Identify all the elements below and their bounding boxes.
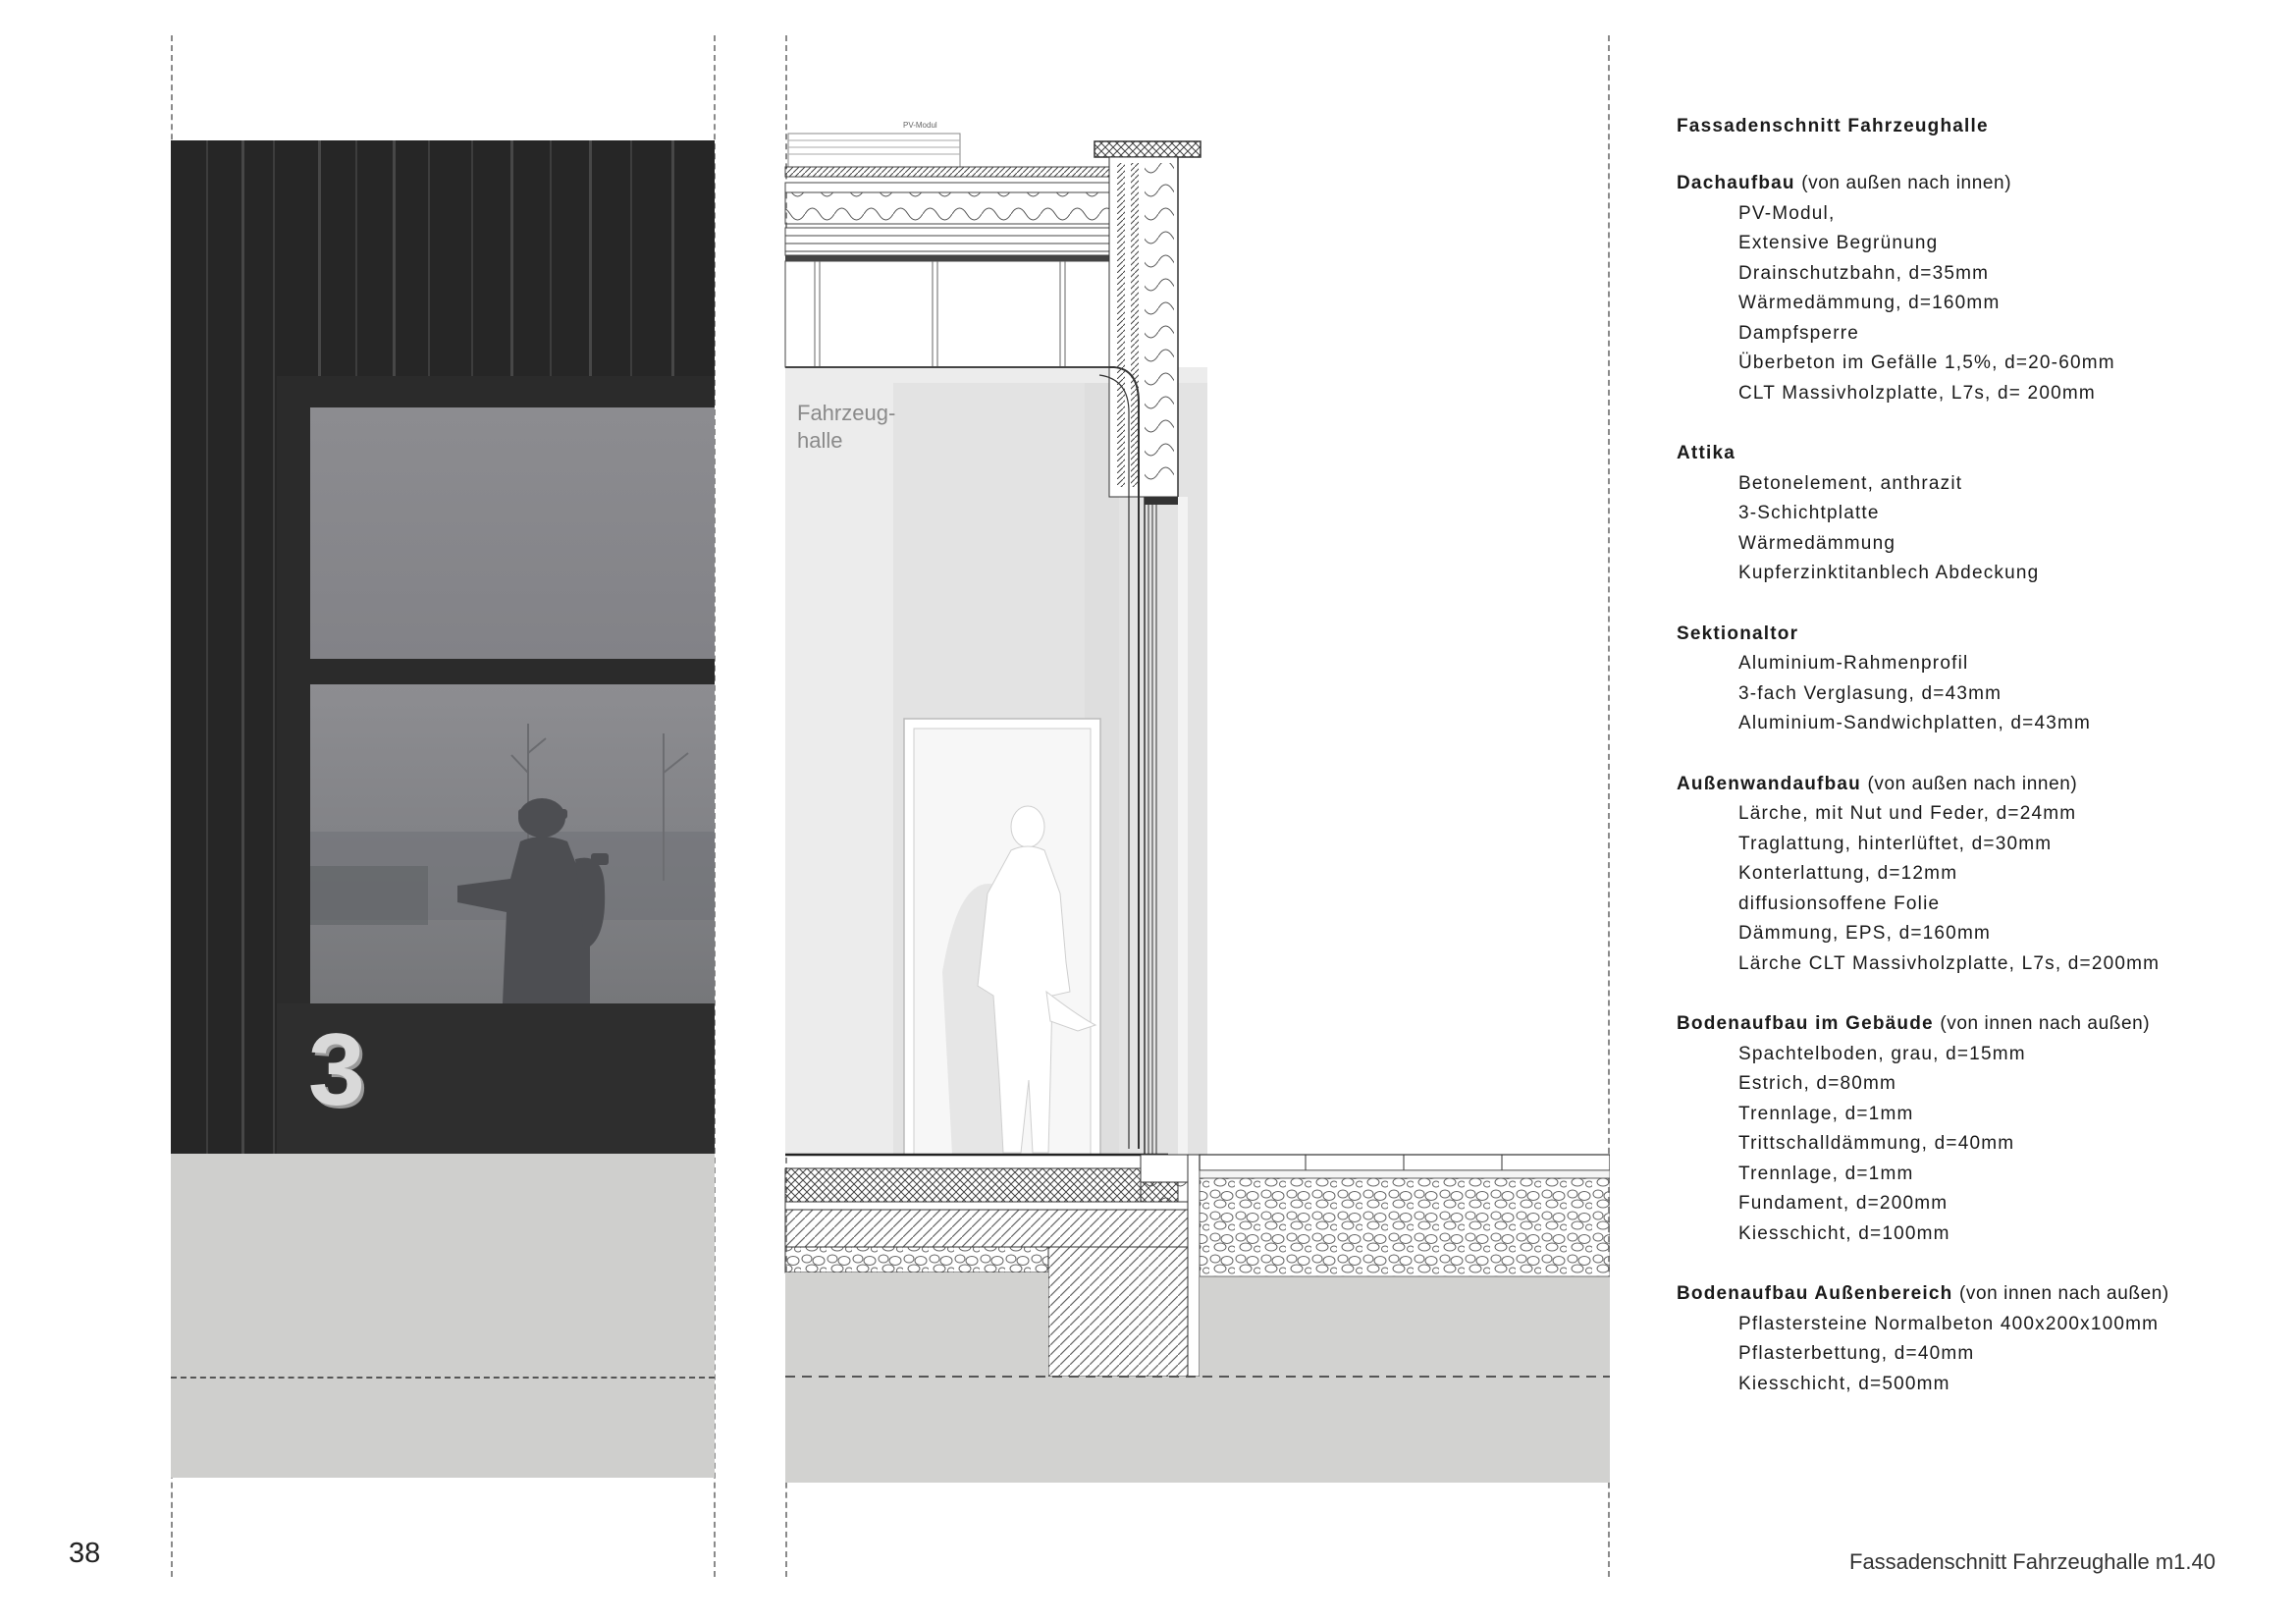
- legend-item: Wärmedämmung: [1738, 532, 1896, 554]
- legend-item: Lärche CLT Massivholzplatte, L7s, d=200mm: [1738, 952, 2161, 974]
- legend-item: Fundament, d=200mm: [1738, 1193, 1949, 1214]
- legend-heading: [1677, 439, 2285, 469]
- legend-item: Pflasterbettung, d=40mm: [1738, 1343, 1975, 1364]
- legend-heading: [1677, 169, 2285, 199]
- room-label-line1: Fahrzeug-: [797, 401, 896, 425]
- legend-item: Dämmung, EPS, d=160mm: [1738, 923, 1991, 944]
- facade-section-drawing: [775, 108, 1610, 1483]
- reflection-image: [310, 684, 715, 1003]
- room-label-line2: halle: [797, 428, 843, 453]
- legend-section: [1677, 169, 2285, 408]
- concrete-base: [171, 1154, 715, 1478]
- legend-item: Traglattung, hinterlüftet, d=30mm: [1738, 833, 2053, 854]
- legend-item: Konterlattung, d=12mm: [1738, 863, 1958, 884]
- gate-glass-lower: [310, 684, 715, 1003]
- legend-item: Pflastersteine Normalbeton 400x200x100mm: [1738, 1313, 2160, 1334]
- legend-item: Trittschalldämmung, d=40mm: [1738, 1133, 2015, 1154]
- legend-section: [1677, 770, 2285, 980]
- legend-heading-text: Außenwandaufbau: [1677, 773, 1861, 794]
- legend-heading: [1677, 620, 2285, 650]
- foundation-dash-left: [171, 1377, 715, 1379]
- legend-heading-qualifier: (von außen nach innen): [1867, 773, 2078, 794]
- legend-item: Dampfsperre: [1738, 322, 1860, 344]
- legend-section: [1677, 1009, 2285, 1249]
- legend-heading-text: Dachaufbau: [1677, 173, 1795, 193]
- legend-heading-text: Bodenaufbau Außenbereich: [1677, 1283, 1953, 1304]
- legend-item: Überbeton im Gefälle 1,5%, d=20-60mm: [1738, 352, 2115, 373]
- legend-heading: [1677, 1279, 2285, 1310]
- legend-heading-text: Attika: [1677, 443, 1735, 463]
- legend-section: [1677, 1279, 2285, 1399]
- gate-glass-upper: [310, 407, 715, 659]
- footer-caption: Fassadenschnitt Fahrzeughalle m1.40: [1849, 1549, 2216, 1574]
- legend-item: 3-fach Verglasung, d=43mm: [1738, 682, 2002, 704]
- person-silhouette: [457, 798, 609, 1003]
- legend-item: Trennlage, d=1mm: [1738, 1103, 1914, 1124]
- gate-number: 3: [308, 1013, 365, 1127]
- legend-item: Lärche, mit Nut und Feder, d=24mm: [1738, 803, 2077, 824]
- legend-heading-text: Sektionaltor: [1677, 623, 1799, 644]
- legend-item: CLT Massivholzplatte, L7s, d= 200mm: [1738, 382, 2096, 404]
- page-number: 38: [69, 1538, 101, 1569]
- legend-heading-qualifier: (von außen nach innen): [1801, 173, 2012, 193]
- legend-item: Kiesschicht, d=500mm: [1738, 1373, 1950, 1394]
- legend-item: Wärmedämmung, d=160mm: [1738, 293, 2001, 313]
- legend-heading-qualifier: (von innen nach außen): [1940, 1013, 2151, 1034]
- legend-item: Estrich, d=80mm: [1738, 1073, 1897, 1094]
- legend-title: Fassadenschnitt Fahrzeughalle: [1677, 116, 1989, 136]
- legend-item: Betonelement, anthrazit: [1738, 472, 1963, 494]
- legend-heading-qualifier: (von innen nach außen): [1958, 1283, 2169, 1304]
- legend-heading-text: Bodenaufbau im Gebäude: [1677, 1013, 1934, 1034]
- legend: [1677, 112, 2285, 1430]
- legend-item: Aluminium-Sandwichplatten, d=43mm: [1738, 713, 2092, 733]
- legend-section: [1677, 439, 2285, 589]
- legend-item: PV-Modul,: [1738, 202, 1836, 224]
- legend-section: [1677, 620, 2285, 739]
- legend-item: Kiesschicht, d=100mm: [1738, 1222, 1950, 1244]
- legend-item: Spachtelboden, grau, d=15mm: [1738, 1043, 2026, 1064]
- pv-module-label: PV-Modul: [903, 121, 937, 130]
- legend-item: Kupferzinktitanblech Abdeckung: [1738, 563, 2040, 583]
- legend-heading: [1677, 1009, 2285, 1040]
- legend-heading: [1677, 770, 2285, 800]
- legend-item: Extensive Begrünung: [1738, 233, 1939, 253]
- legend-item: 3-Schichtplatte: [1738, 503, 1880, 523]
- legend-item: Drainschutzbahn, d=35mm: [1738, 262, 1990, 284]
- legend-item: diffusionsoffene Folie: [1738, 893, 1941, 914]
- legend-item: Trennlage, d=1mm: [1738, 1163, 1914, 1184]
- legend-item: Aluminium-Rahmenprofil: [1738, 653, 1969, 674]
